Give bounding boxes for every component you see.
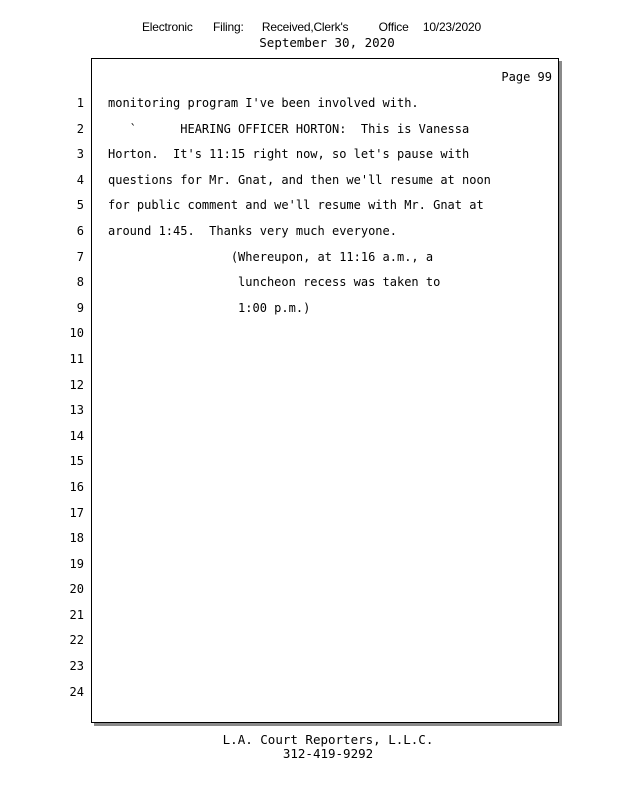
line-number: 4 (76, 172, 84, 187)
line-numbers (60, 94, 84, 708)
line-number: 12 (69, 377, 84, 392)
stamp-filing: Filing: (212, 20, 244, 34)
line-number: 5 (76, 198, 84, 213)
transcript-line (108, 580, 548, 606)
line-number: 21 (69, 607, 84, 622)
line-number: 10 (69, 326, 84, 341)
transcript-line: 1:00 p.m.) (108, 300, 311, 315)
line-number: 1 (76, 96, 84, 110)
transcript-lines (108, 94, 548, 708)
transcript-line (108, 529, 548, 555)
reporter-company: L.A. Court Reporters, L.L.C. (222, 732, 434, 747)
line-number: 9 (76, 300, 84, 315)
stamp-received: Received,Clerk's (261, 20, 349, 34)
transcript-line (108, 401, 548, 427)
line-number: 6 (76, 223, 84, 238)
reporter-footer (0, 733, 618, 761)
line-number: 16 (69, 479, 84, 494)
stamp-office: Office (378, 20, 409, 34)
line-number: 20 (69, 582, 84, 597)
line-number: 19 (69, 556, 84, 571)
line-number: 3 (76, 147, 84, 162)
transcript-line (108, 452, 548, 478)
transcript-line (108, 683, 548, 709)
stamp-prefix: Electronic (142, 20, 193, 34)
line-number: 8 (76, 275, 84, 290)
line-number: 11 (69, 351, 84, 366)
transcript-line: ` HEARING OFFICER HORTON: This is Vanessa (108, 121, 470, 136)
transcript-line (108, 606, 548, 632)
line-number: 15 (69, 454, 84, 469)
line-number: 24 (69, 684, 84, 699)
transcript-line: Horton. It's 11:15 right now, so let's pause with (108, 147, 470, 162)
transcript-line (108, 504, 548, 530)
line-number: 14 (69, 428, 84, 443)
line-number: 23 (69, 659, 84, 674)
transcript-line: (Whereupon, at 11:16 a.m., a (108, 249, 434, 264)
transcript-line: around 1:45. Thanks very much everyone. (108, 223, 397, 238)
line-number: 7 (76, 249, 84, 264)
transcript-line: questions for Mr. Gnat, and then we'll resume at noon (108, 172, 491, 187)
transcript-line (108, 631, 548, 657)
transcript-line: monitoring program I've been involved with. (108, 96, 419, 110)
page-number: Page 99 (501, 70, 552, 84)
transcript-line: for public comment and we'll resume with Mr. Gnat at (108, 198, 484, 213)
transcript-line (108, 427, 548, 453)
reporter-phone: 312-419-9292 (282, 746, 374, 761)
stamp-date: 10/23/2020 (422, 20, 481, 34)
line-number: 2 (76, 121, 84, 136)
transcript-line (108, 657, 548, 683)
line-number: 13 (69, 403, 84, 418)
transcript-line (108, 555, 548, 581)
transcript-line (108, 376, 548, 402)
electronic-filing-stamp (142, 20, 481, 34)
transcript-line (108, 350, 548, 376)
line-number: 22 (69, 633, 84, 648)
transcript-line (108, 324, 548, 350)
line-number: 18 (69, 531, 84, 546)
transcript-line: luncheon recess was taken to (108, 275, 441, 290)
hearing-date: September 30, 2020 (259, 35, 395, 50)
transcript-line (108, 478, 548, 504)
line-number: 17 (69, 505, 84, 520)
